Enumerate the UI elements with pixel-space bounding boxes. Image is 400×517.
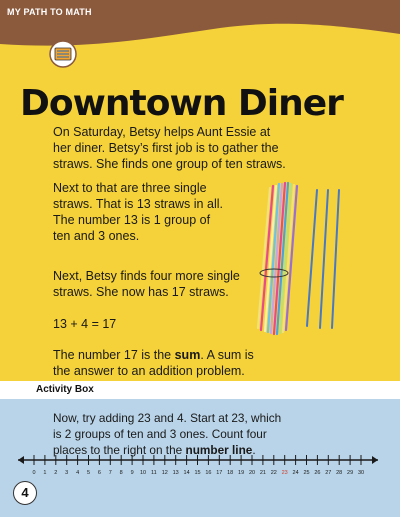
number-line-label: 3 bbox=[65, 470, 69, 476]
number-line-label-highlight: 23 bbox=[281, 470, 288, 476]
sum-text-before: The number 17 is the bbox=[53, 348, 175, 362]
number-line-label: 14 bbox=[183, 470, 190, 476]
number-line-label: 30 bbox=[357, 470, 365, 476]
number-line-label: 19 bbox=[238, 470, 245, 476]
number-line-label: 17 bbox=[216, 470, 223, 476]
arrow-left-icon bbox=[18, 456, 24, 464]
activity-text-after: . bbox=[252, 443, 256, 457]
number-line-label: 29 bbox=[347, 470, 354, 476]
number-line-label: 25 bbox=[303, 470, 310, 476]
activity-text-before: Now, try adding 23 and 4. Start at 23, which is 2 groups of ten and 3 ones. Count four places to the right on the bbox=[53, 411, 282, 457]
number-line-label: 2 bbox=[54, 470, 58, 476]
sum-term: sum bbox=[174, 348, 201, 362]
number-line-label: 26 bbox=[314, 470, 321, 476]
straws-illustration bbox=[252, 178, 352, 348]
number-line-label: 7 bbox=[108, 470, 112, 476]
number-line-label: 10 bbox=[139, 470, 147, 476]
number-line-label: 21 bbox=[259, 470, 266, 476]
number-line-label: 0 bbox=[32, 470, 36, 476]
number-line-label: 6 bbox=[97, 470, 101, 476]
number-line bbox=[0, 450, 400, 490]
intro-paragraph: On Saturday, Betsy helps Aunt Essie at her diner. Betsy’s first job is to gather the straws. She finds one group of ten straws. bbox=[53, 125, 286, 171]
equation: 13 + 4 = 17 bbox=[53, 317, 117, 331]
activity-box bbox=[0, 381, 400, 517]
arrow-right-icon bbox=[372, 456, 378, 464]
activity-title: Activity Box bbox=[36, 384, 94, 395]
number-line-label: 16 bbox=[205, 470, 212, 476]
sum-paragraph bbox=[53, 347, 254, 379]
number-line-label: 4 bbox=[76, 470, 80, 476]
series-label: MY PATH TO MATH bbox=[7, 7, 92, 17]
number-line-label: 27 bbox=[325, 470, 332, 476]
number-line-label: 13 bbox=[172, 470, 179, 476]
number-line-label: 5 bbox=[86, 470, 91, 476]
number-line-label: 18 bbox=[227, 470, 234, 476]
number-line-label: 20 bbox=[248, 470, 256, 476]
number-line-label: 12 bbox=[161, 470, 168, 476]
thirteen-paragraph: Next to that are three single straws. That is 13 straws in all. The number 13 is 1 group of ten and 3 ones. bbox=[53, 181, 223, 243]
page-number: 4 bbox=[21, 485, 29, 500]
activity-header bbox=[0, 381, 400, 399]
seventeen-paragraph: Next, Betsy finds four more single straws. She now has 17 straws. bbox=[53, 269, 240, 299]
number-line-label: 22 bbox=[270, 470, 277, 476]
number-line-label: 15 bbox=[194, 470, 201, 476]
number-line-label: 24 bbox=[292, 470, 299, 476]
number-line-label: 8 bbox=[119, 470, 123, 476]
page-badge bbox=[13, 481, 37, 505]
page-title: Downtown Diner bbox=[20, 83, 343, 124]
sum-text-after: . A sum is the answer to an addition problem. bbox=[53, 348, 254, 378]
number-line-label: 9 bbox=[130, 470, 134, 476]
number-line-label: 28 bbox=[336, 470, 343, 476]
number-line-label: 1 bbox=[43, 470, 47, 476]
book-icon bbox=[49, 40, 77, 68]
number-line-term: number line bbox=[185, 443, 253, 457]
number-line-label: 11 bbox=[151, 470, 157, 476]
